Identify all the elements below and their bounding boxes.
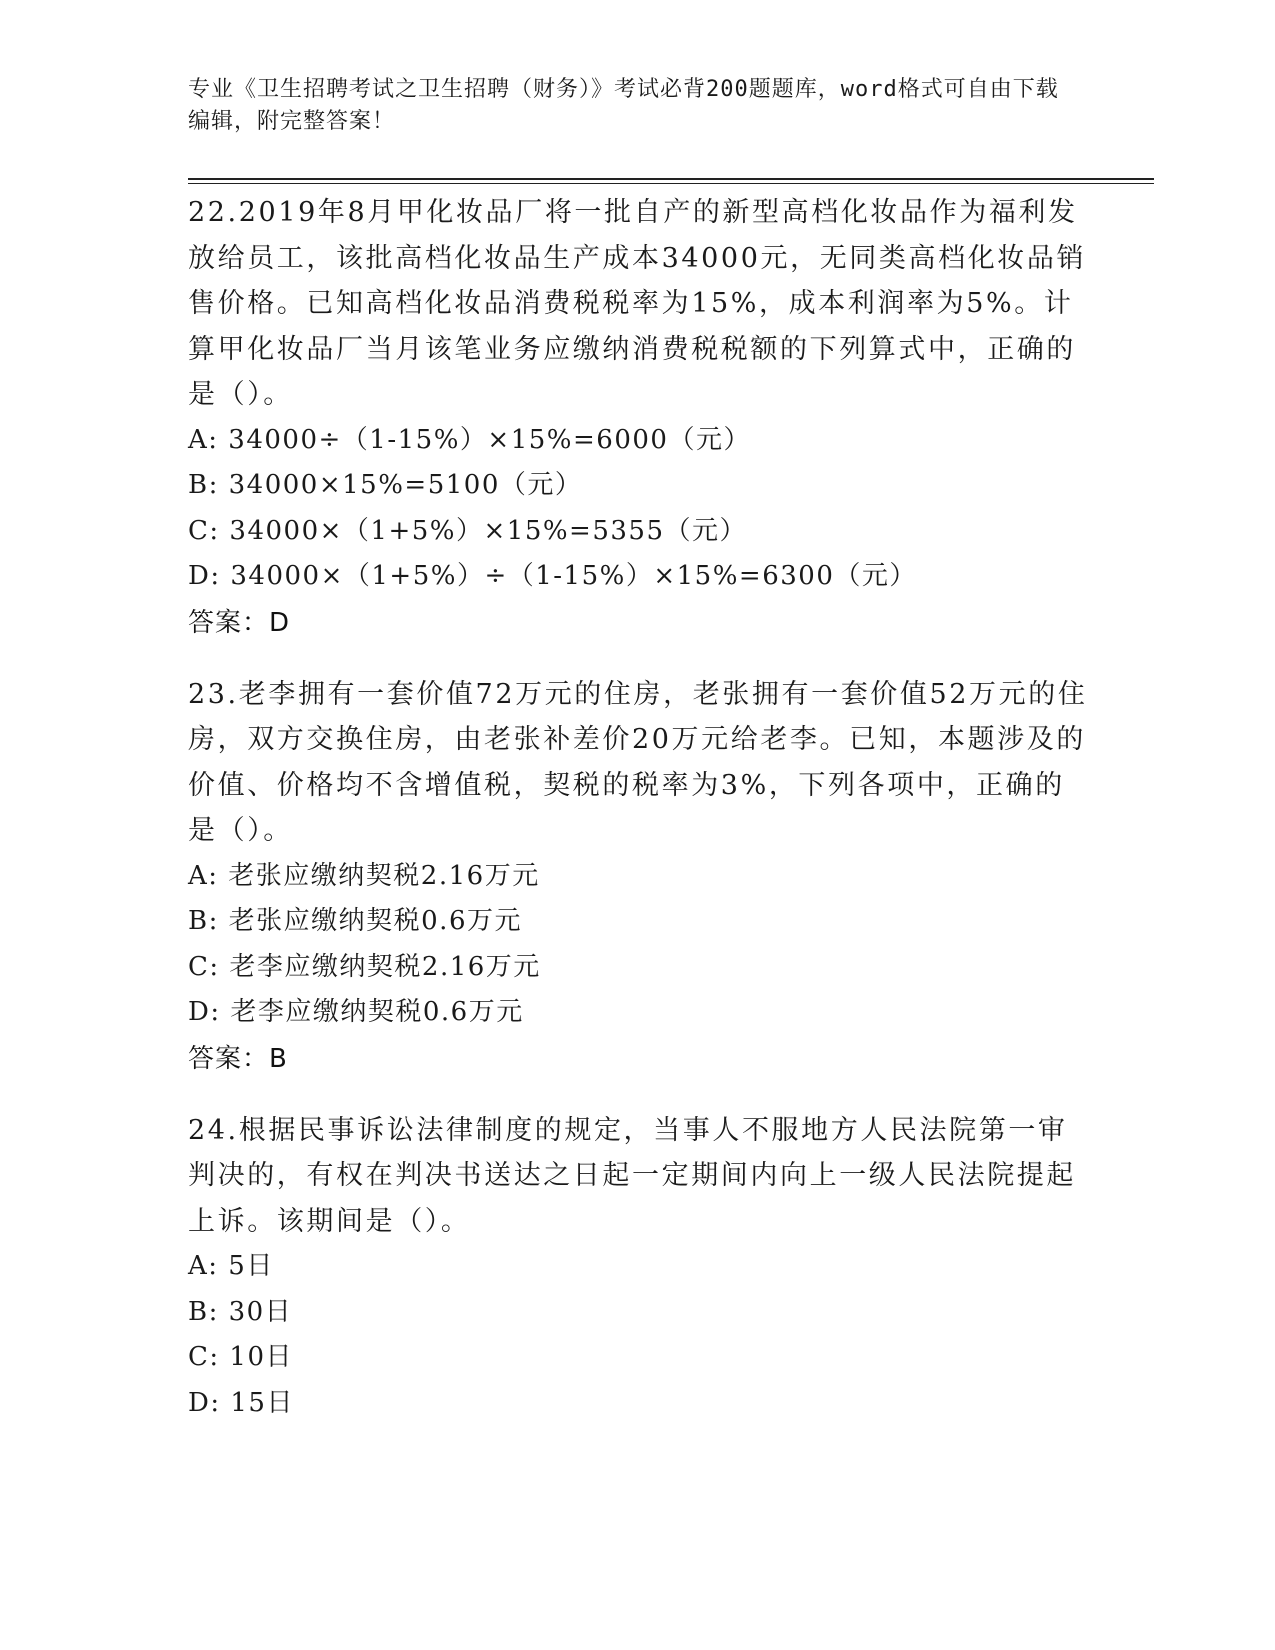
option-a: A: 老张应缴纳契税2.16万元 [188,860,540,891]
option-c: C: 10日 [188,1342,294,1372]
question-stem: 23.老李拥有一套价值72万元的住房，老张拥有一套价值52万元的住房，双方交换住房，由老张补差价20万元给老李。已知，本题涉及的价值、价格均不含增值税，契税的税率为3%，下列各项中，正确的是（）。 [188,678,1088,846]
document-header: 专业《卫生招聘考试之卫生招聘（财务）》考试必背200题题库，word格式可自由下载编辑，附完整答案！ [188,77,1059,134]
question-list [188,190,1088,1452]
option-b: B: 30日 [188,1296,293,1327]
header-divider-thick [188,178,1154,180]
header-divider-thin [188,183,1154,184]
option-c: C: 老李应缴纳契税2.16万元 [188,951,541,982]
answer-label: 答案：B [188,1043,288,1074]
question-23 [188,672,1088,1082]
option-c: C: 34000×（1+5%）×15%=5355（元） [188,515,748,546]
answer-label: 答案：D [188,607,291,638]
option-a: A: 34000÷（1-15%）×15%=6000（元） [188,424,751,455]
option-d: D: 老李应缴纳契税0.6万元 [188,997,524,1027]
option-d: D: 15日 [188,1387,294,1418]
option-b: B: 老张应缴纳契税0.6万元 [188,906,522,936]
option-d: D: 34000×（1+5%）÷（1-15%）×15%=6300（元） [188,561,917,591]
question-22 [188,190,1088,646]
option-b: B: 34000×15%=5100（元） [188,470,583,500]
question-24 [188,1108,1088,1427]
question-stem: 24.根据民事诉讼法律制度的规定，当事人不服地方人民法院第一审判决的，有权在判决书送达之日起一定期间内向上一级人民法院提起上诉。该期间是（）。 [188,1114,1076,1237]
option-a: A: 5日 [188,1251,274,1281]
question-stem: 22.2019年8月甲化妆品厂将一批自产的新型高档化妆品作为福利发放给员工，该批高档化妆品生产成本34000元，无同类高档化妆品销售价格。已知高档化妆品消费税税率为15%，成本利润率为5%。计算甲化妆品厂当月该笔业务应缴纳消费税税额的下列算式中，正确的是（）。 [188,197,1087,410]
